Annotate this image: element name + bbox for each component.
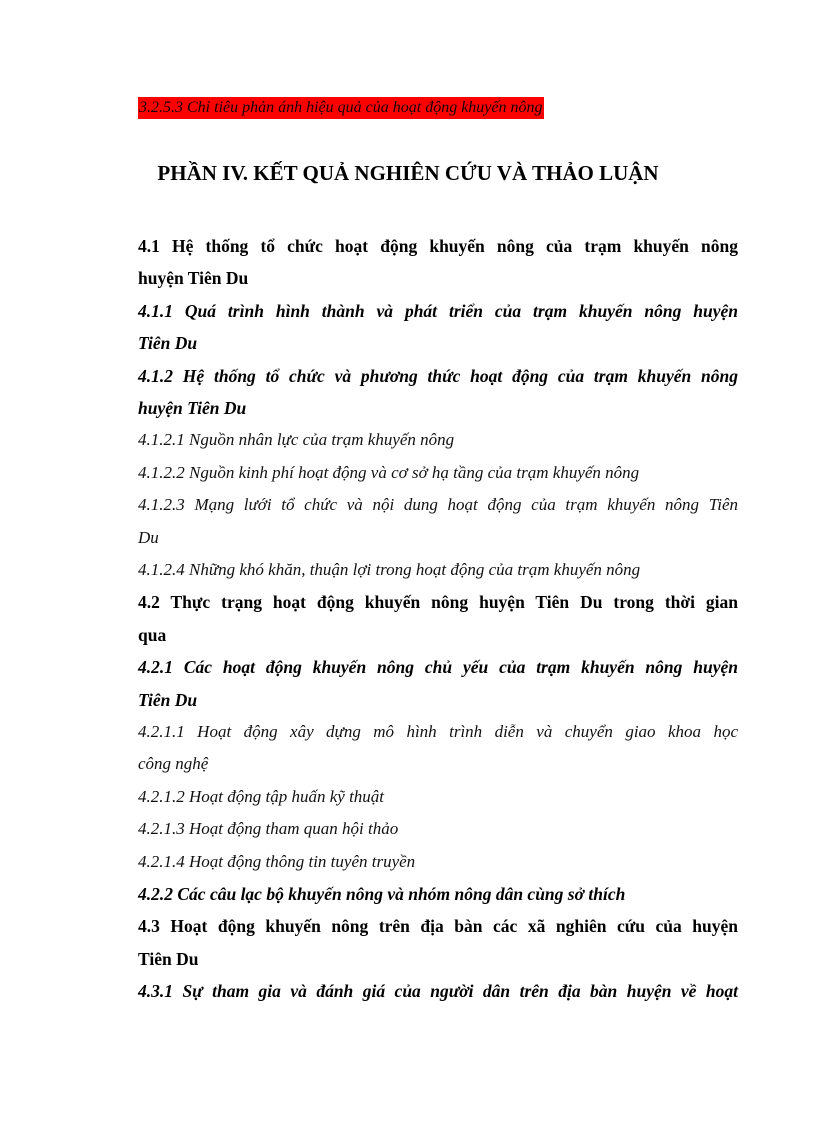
toc-line: 4.1.1 Quá trình hình thành và phát triển của trạm khuyến nông huyện <box>138 300 738 321</box>
toc-line: 4.2.2 Các câu lạc bộ khuyến nông và nhóm nông dân cùng sở thích <box>138 884 626 904</box>
chapter-title: PHẦN IV. KẾT QUẢ NGHIÊN CỨU VÀ THẢO LUẬN <box>157 161 659 185</box>
toc-line: 4.1.2.1 Nguồn nhân lực của trạm khuyến nông <box>138 430 455 450</box>
toc-line: huyện Tiên Du <box>138 398 247 418</box>
toc-line: 4.2.1.3 Hoạt động tham quan hội thảo <box>138 819 399 839</box>
toc-line: 4.2.1.1 Hoạt động xây dựng mô hình trình diễn và chuyển giao khoa học <box>138 722 738 741</box>
toc-line: 4.1 Hệ thống tổ chức hoạt động khuyến nông của trạm khuyến nông <box>138 236 738 256</box>
toc-line: 4.2.1 Các hoạt động khuyến nông chủ yếu của trạm khuyến nông huyện <box>138 657 738 678</box>
toc-line: 4.2.1.4 Hoạt động thông tin tuyên truyền <box>138 851 416 871</box>
toc-line: Tiên Du <box>138 689 198 710</box>
toc-line: 4.3.1 Sự tham gia và đánh giá của người dân trên địa bàn huyện về hoạt <box>138 981 738 1002</box>
toc-line: Tiên Du <box>138 333 198 354</box>
highlighted-section-heading: 3.2.5.3 Chỉ tiêu phản ánh hiệu quả của hoạt động khuyến nông <box>138 97 544 119</box>
toc-line: qua <box>138 624 167 645</box>
toc-line: Du <box>138 527 159 547</box>
toc-line: huyện Tiên Du <box>138 268 249 289</box>
toc-line: 4.1.2.2 Nguồn kinh phí hoạt động và cơ sở hạ tầng của trạm khuyến nông <box>138 462 640 482</box>
toc-line: 4.1.2.4 Những khó khăn, thuận lợi trong hoạt động của trạm khuyến nông <box>138 560 641 579</box>
toc-line: 4.2 Thực trạng hoạt động khuyến nông huyện Tiên Du trong thời gian <box>138 592 738 613</box>
toc-line: công nghệ <box>138 754 209 774</box>
toc-line: 4.1.2 Hệ thống tổ chức và phương thức hoạt động của trạm khuyến nông <box>138 365 738 386</box>
toc-line: 4.3 Hoạt động khuyến nông trên địa bàn các xã nghiên cứu của huyện <box>138 916 738 937</box>
toc-line: Tiên Du <box>138 948 199 969</box>
toc-line: 4.2.1.2 Hoạt động tập huấn kỹ thuật <box>138 786 385 806</box>
toc-line: 4.1.2.3 Mạng lưới tổ chức và nội dung hoạt động của trạm khuyến nông Tiên <box>138 495 738 515</box>
